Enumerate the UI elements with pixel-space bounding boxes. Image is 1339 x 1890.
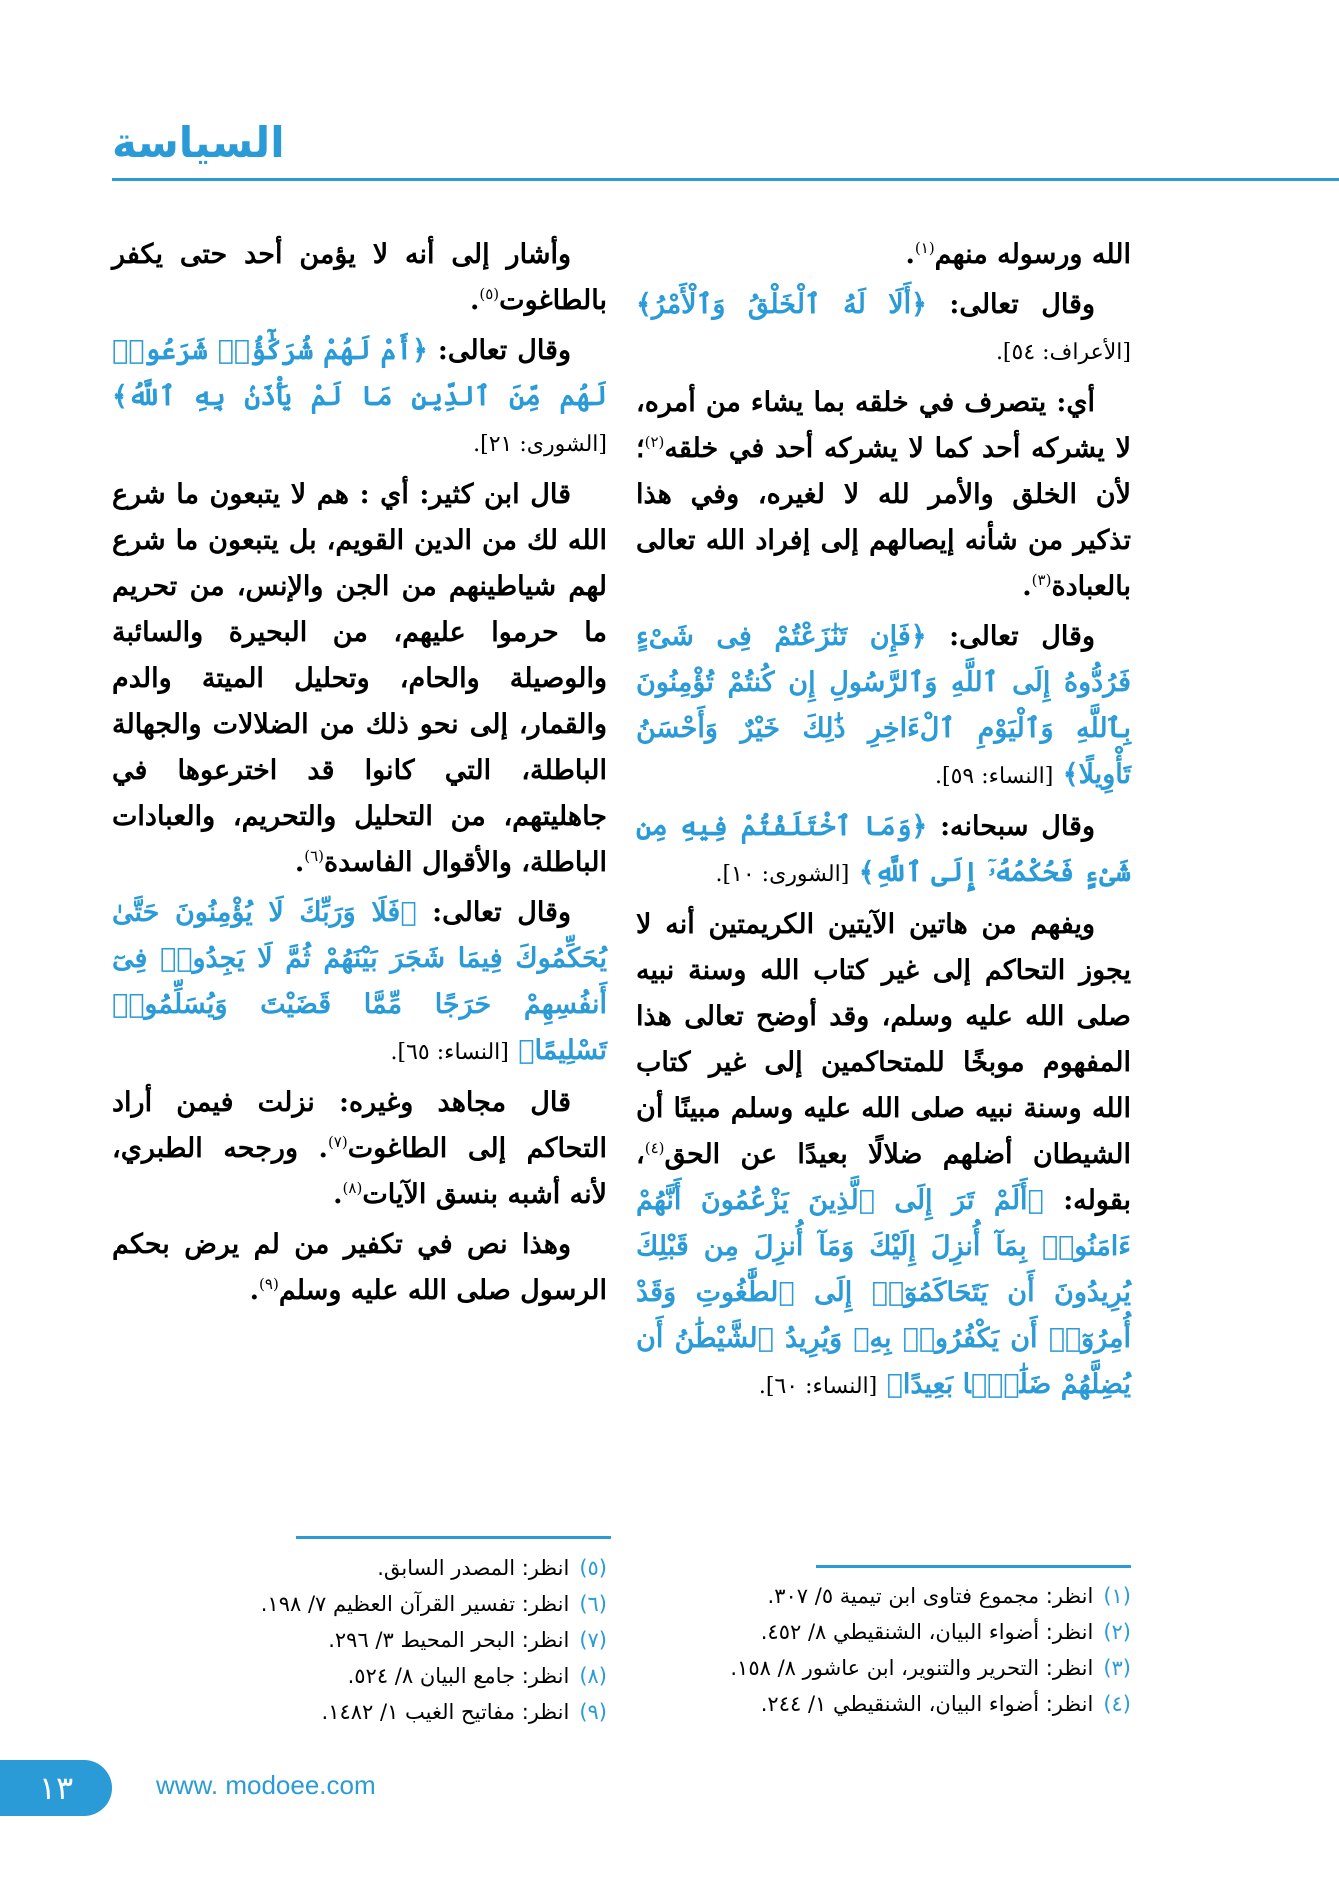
verse-reference: [الأعراف: ٥٤]. [995, 340, 1131, 365]
left-column [112, 232, 607, 1318]
paragraph: وقال سبحانه: ﴿وَمَا ٱخْتَلَفْتُمْ فِيهِ مِن شَىْءٍ فَحُكْمُهُۥٓ إِلَى ٱللَّهِ﴾ [الشورى: ١٠]. [636, 811, 1131, 888]
footnote-divider [816, 1565, 1131, 1568]
verse-reference: [النساء: ٦٠]. [758, 1374, 878, 1399]
footnote: (٢)انظر: أضواء البيان، الشنقيطي ٨/ ٤٥٢. [760, 1620, 1131, 1644]
footnote: (٦)انظر: تفسير القرآن العظيم ٧/ ١٩٨. [260, 1592, 607, 1616]
footnote: (٩)انظر: مفاتيح الغيب ١/ ١٤٨٢. [321, 1700, 607, 1724]
paragraph: وقال تعالى: ﴿فَإِن تَنَٰزَعْتُمْ فِى شَىْءٍ فَرُدُّوهُ إِلَى ٱللَّهِ وَٱلرَّسُولِ إِن كُنتُمْ تُؤْمِنُونَ بِٱللَّهِ وَٱلْيَوْمِ ٱلْءَاخِرِ ذَٰلِكَ خَيْرٌ وَأَحْسَنُ تَأْوِيلًا﴾ [النساء: ٥٩]. [636, 621, 1131, 790]
quran-verse: ﴿أَمْ لَهُمْ شُرَكَٰٓؤُا۟ شَرَعُوا۟ لَهُم مِّنَ ٱلدِّينِ مَا لَمْ يَأْذَنۢ بِهِ ٱللَّهُ﴾ [112, 335, 607, 412]
verse-reference: [النساء: ٦٥]. [390, 1040, 509, 1065]
website-link[interactable]: www. modoee.com [156, 1770, 376, 1800]
paragraph: وقال تعالى: ﴿أَمْ لَهُمْ شُرَكَٰٓؤُا۟ شَرَعُوا۟ لَهُم مِّنَ ٱلدِّينِ مَا لَمْ يَأْذَنۢ بِهِ ٱللَّهُ﴾ [الشورى: ٢١]. [112, 335, 607, 457]
paragraph: قال مجاهد وغيره: نزلت فيمن أراد التحاكم إلى الطاغوت$^{(٧)}$. ورجحه الطبري، لأنه أشبه بنسق الآيات$^{(٨)}$. [112, 1087, 607, 1210]
paragraph: وهذا نص في تكفير من لم يرض بحكم الرسول صلى الله عليه وسلم$^{(٩)}$. [112, 1229, 607, 1306]
quran-verse: ﴿أَلَمْ تَرَ إِلَى ٱلَّذِينَ يَزْعُمُونَ أَنَّهُمْ ءَامَنُوا۟ بِمَآ أُنزِلَ إِلَيْكَ وَمَآ أُنزِلَ مِن قَبْلِكَ يُرِيدُونَ أَن يَتَحَاكَمُوٓا۟ إِلَى ٱلطَّٰغُوتِ وَقَدْ أُمِرُوٓا۟ أَن يَكْفُرُوا۟ بِهِۦ وَيُرِيدُ ٱلشَّيْطَٰنُ أَن يُضِلَّهُمْ ضَلَٰلًۢا بَعِيدًا﴾ [636, 1185, 1131, 1400]
footnote: (٥)انظر: المصدر السابق. [377, 1556, 607, 1580]
footnotes-left [112, 1550, 607, 1730]
quran-verse: ﴿فَإِن تَنَٰزَعْتُمْ فِى شَىْءٍ فَرُدُّوهُ إِلَى ٱللَّهِ وَٱلرَّسُولِ إِن كُنتُمْ تُؤْمِنُونَ بِٱللَّهِ وَٱلْيَوْمِ ٱلْءَاخِرِ ذَٰلِكَ خَيْرٌ وَأَحْسَنُ تَأْوِيلًا﴾ [636, 621, 1131, 790]
quran-verse: ﴿أَلَا لَهُ ٱلْخَلْقُ وَٱلْأَمْرُ﴾ [636, 289, 927, 320]
header-divider [112, 178, 1339, 181]
paragraph: ويفهم من هاتين الآيتين الكريمتين أنه لا يجوز التحاكم إلى غير كتاب الله وسنة نبيه صلى الله عليه وسلم، وقد أوضح تعالى هذا المفهوم موبخًا للمتحاكمين إلى غير كتاب الله وسنة نبيه صلى الله عليه وسلم مبينًا أن الشيطان أضلهم ضلالًا بعيدًا عن الحق$^{(٤)}$، بقوله: ﴿أَلَمْ تَرَ إِلَى ٱلَّذِينَ يَزْعُمُونَ أَنَّهُمْ ءَامَنُوا۟ بِمَآ أُنزِلَ إِلَيْكَ وَمَآ أُنزِلَ مِن قَبْلِكَ يُرِيدُونَ أَن يَتَحَاكَمُوٓا۟ إِلَى ٱلطَّٰغُوتِ وَقَدْ أُمِرُوٓا۟ أَن يَكْفُرُوا۟ بِهِۦ وَيُرِيدُ ٱلشَّيْطَٰنُ أَن يُضِلَّهُمْ ضَلَٰلًۢا بَعِيدًا﴾ [النساء: ٦٠]. [636, 909, 1131, 1400]
verse-reference: [الشورى: ١٠]. [715, 862, 850, 887]
paragraph: وقال تعالى: ﴿فَلَا وَرَبِّكَ لَا يُؤْمِنُونَ حَتَّىٰ يُحَكِّمُوكَ فِيمَا شَجَرَ بَيْنَهُمْ ثُمَّ لَا يَجِدُوا۟ فِىٓ أَنفُسِهِمْ حَرَجًا مِّمَّا قَضَيْتَ وَيُسَلِّمُوا۟ تَسْلِيمًا﴾ [النساء: ٦٥]. [112, 897, 607, 1066]
footnote: (٤)انظر: أضواء البيان، الشنقيطي ١/ ٢٤٤. [760, 1692, 1131, 1716]
footnote: (٨)انظر: جامع البيان ٨/ ٥٢٤. [347, 1664, 607, 1688]
quran-verse: ﴿فَلَا وَرَبِّكَ لَا يُؤْمِنُونَ حَتَّىٰ يُحَكِّمُوكَ فِيمَا شَجَرَ بَيْنَهُمْ ثُمَّ لَا يَجِدُوا۟ فِىٓ أَنفُسِهِمْ حَرَجًا مِّمَّا قَضَيْتَ وَيُسَلِّمُوا۟ تَسْلِيمًا﴾ [112, 897, 607, 1066]
footnote: (٧)انظر: البحر المحيط ٣/ ٢٩٦. [328, 1628, 607, 1652]
page-number: ١٣ [0, 1760, 112, 1816]
verse-reference: [النساء: ٥٩]. [935, 764, 1054, 789]
section-title: السياسة [112, 118, 285, 167]
verse-reference: [الشورى: ٢١]. [473, 432, 607, 457]
footnote: (٣)انظر: التحرير والتنوير، ابن عاشور ٨/ ١٥٨. [730, 1656, 1131, 1680]
footnote: (١)انظر: مجموع فتاوى ابن تيمية ٥/ ٣٠٧. [767, 1584, 1131, 1608]
paragraph: وقال تعالى: ﴿أَلَا لَهُ ٱلْخَلْقُ وَٱلْأَمْرُ﴾ [الأعراف: ٥٤]. [636, 289, 1131, 365]
quran-verse: ﴿وَمَا ٱخْتَلَفْتُمْ فِيهِ مِن شَىْءٍ فَحُكْمُهُۥٓ إِلَى ٱللَّهِ﴾ [636, 811, 1131, 888]
footnote-divider [296, 1536, 611, 1539]
footnotes-right [636, 1578, 1131, 1722]
paragraph: أي: يتصرف في خلقه بما يشاء من أمره، لا يشركه أحد كما لا يشركه أحد في خلقه$^{(٢)}$؛ لأن الخلق والأمر لله لا لغيره، وفي هذا تذكير من شأنه إيصالهم إلى إفراد الله تعالى بالعبادة$^{(٣)}$. [636, 387, 1131, 602]
right-column [636, 232, 1131, 1414]
paragraph: قال ابن كثير: أي : هم لا يتبعون ما شرع الله لك من الدين القويم، بل يتبعون ما شرع لهم شياطينهم من الجن والإنس، من تحريم ما حرموا عليهم، من البحيرة والسائبة والوصيلة والحام، وتحليل الميتة والدم والقمار، إلى نحو ذلك من الضلالات والجهالة الباطلة، التي كانوا قد اخترعوها في جاهليتهم، من التحليل والتحريم، والعبادات الباطلة، والأقوال الفاسدة$^{(٦)}$. [112, 479, 607, 878]
paragraph: الله ورسوله منهم$^{(١)}$. [905, 239, 1131, 270]
paragraph: وأشار إلى أنه لا يؤمن أحد حتى يكفر بالطاغوت$^{(٥)}$. [112, 239, 607, 316]
